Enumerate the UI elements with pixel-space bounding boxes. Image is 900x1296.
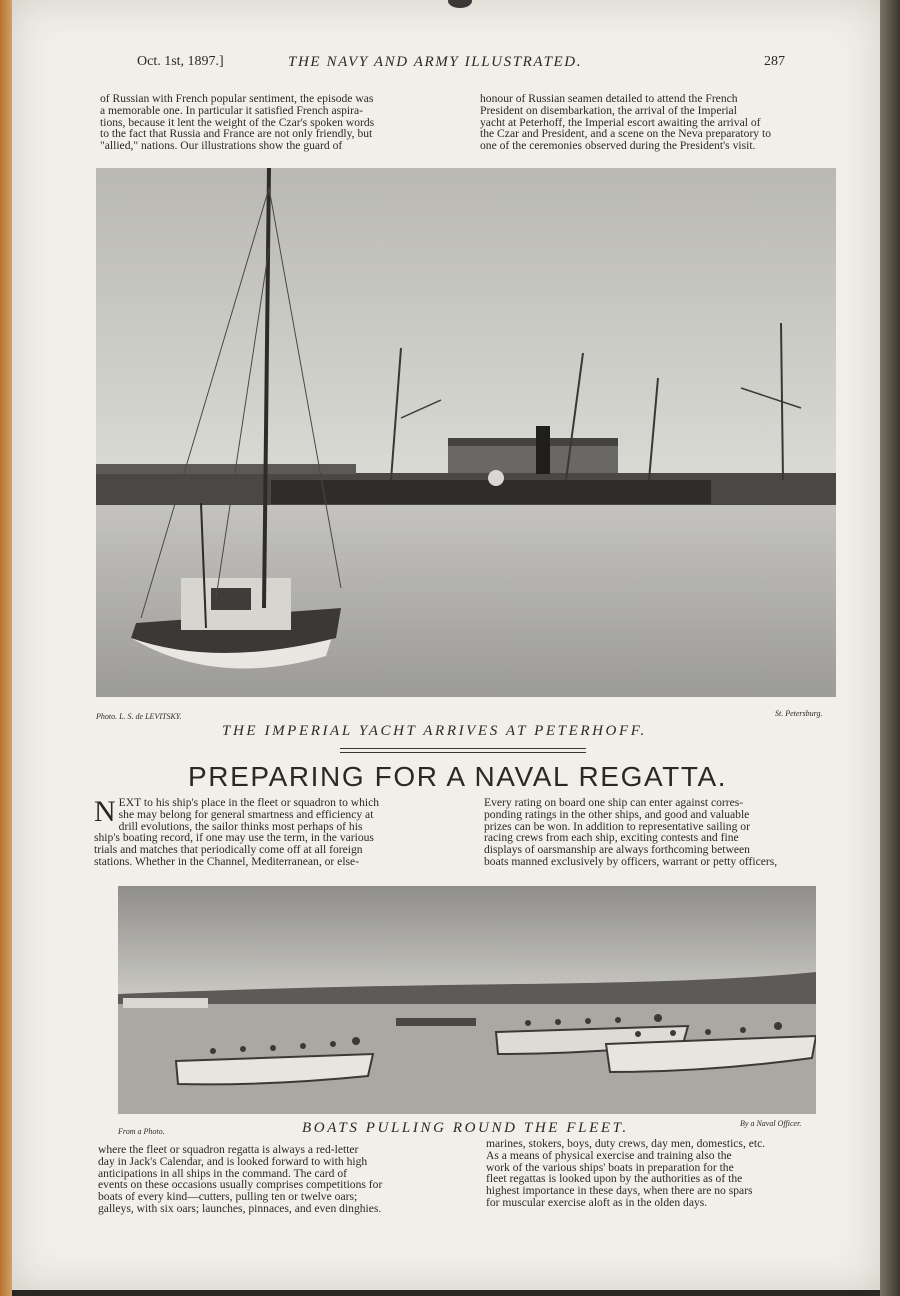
page-number: 287 bbox=[764, 54, 785, 69]
photo-caption: THE IMPERIAL YACHT ARRIVES AT PETERHOFF. bbox=[222, 723, 647, 739]
article-bottom-column-right: marines, stokers, boys, duty crews, day men, domestics, etc. As a means of physical exercise and training also the work of the various ships' boats in preparation for the fleet regattas is looked upon by the authorities as of the highest importance in these days, when there are no spars for muscular exercise aloft as in the olden days. bbox=[486, 1137, 766, 1209]
article-column-left bbox=[94, 797, 450, 868]
photo-credit: From a Photo. bbox=[118, 1127, 165, 1136]
photo-attribution: By a Naval Officer. bbox=[740, 1119, 802, 1128]
running-header bbox=[120, 54, 800, 74]
page-edge-right bbox=[880, 0, 900, 1296]
double-rule-divider bbox=[340, 748, 586, 753]
intro-column-left: of Russian with French popular sentiment, the episode was a memorable one. In particular it satisfied French aspira- tions, because it lent the weight of the Czar's spoken words to the fact that Russia and France are not only friendly, but "allied," nations. Our illustrations show the guard of bbox=[100, 92, 375, 153]
article-bottom-column-left: where the fleet or squadron regatta is always a red-letter day in Jack's Calendar, and is looked forward to with high anticipations in all ships in the command. The card of events on these occasions usually comprises competitions for boats of every kind—cutters, pulling ten or twelve oars; galleys, with six oars; launches, pinnaces, and even dinghies. bbox=[98, 1143, 383, 1215]
article-headline: PREPARING FOR A NAVAL REGATTA. bbox=[188, 761, 728, 792]
intro-column-right: honour of Russian seamen detailed to attend the French President on disembarkation, the arrival of the Imperial yacht at Peterhoff, the Imperial escort awaiting the arrival of the Czar and President, and a scene on the Neva preparatory to one of the ceremonies observed during the President's visit. bbox=[480, 92, 772, 153]
imperial-yacht-photo bbox=[96, 168, 836, 697]
page-edge-left bbox=[0, 0, 12, 1296]
boats-pulling-photo bbox=[118, 886, 816, 1114]
issue-date: Oct. 1st, 1897.] bbox=[137, 54, 224, 69]
drop-cap: N bbox=[94, 795, 116, 828]
photo-location: St. Petersburg. bbox=[775, 709, 823, 718]
article-text-left: EXT to his ship's place in the fleet or squadron to which she may belong for general smartness and efficiency at drill evolutions, the sailor thinks most perhaps of his ship's boating record, if one may use the term, in the various trials and matches that periodically come off at all foreign stations. Whether in the Channel, Mediterranean, or else- bbox=[94, 796, 380, 868]
photo-caption: BOATS PULLING ROUND THE FLEET. bbox=[302, 1120, 629, 1136]
publication-title: THE NAVY AND ARMY ILLUSTRATED. bbox=[288, 54, 583, 70]
photo-credit: Photo. L. S. de LEVITSKY. bbox=[96, 712, 182, 721]
article-column-right: Every rating on board one ship can enter against corres- ponding ratings in the other ships, and good and valuable prizes can be won. In addition to representative sailing or racing crews from each ship, exciting contests and fine displays of oarsmanship are always forthcoming between boats manned exclusively by officers, warrant or petty officers, bbox=[484, 796, 778, 868]
